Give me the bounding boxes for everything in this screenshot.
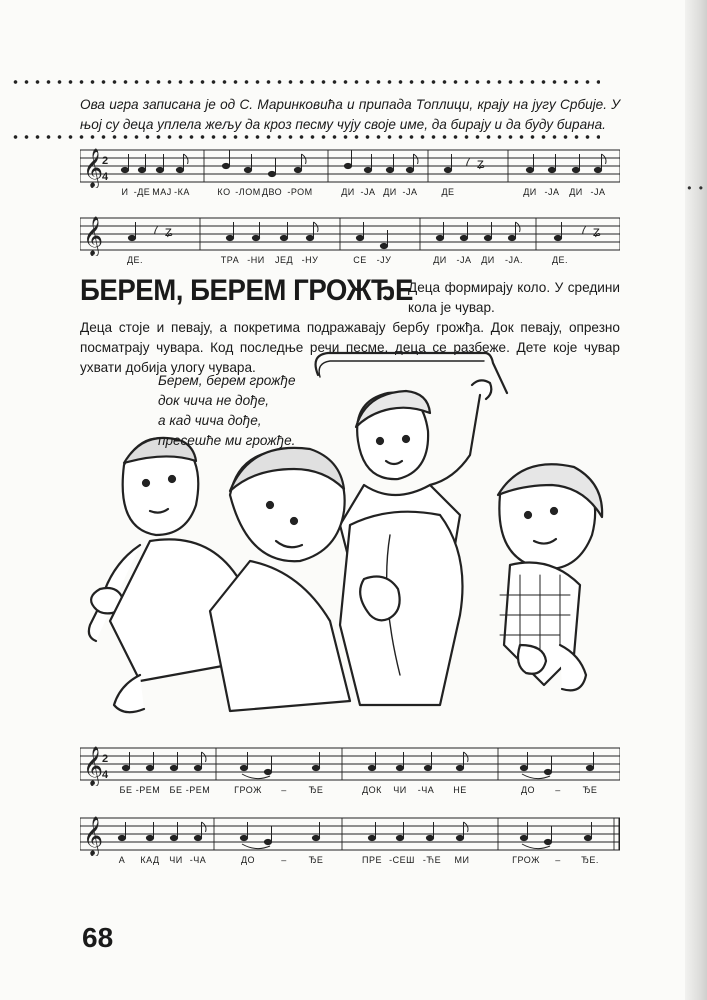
- song2-staff-row2: [80, 814, 620, 856]
- lyric-syllable: -ЈА: [360, 187, 376, 197]
- lyric-syllable: ДЕ.: [551, 255, 569, 265]
- lyric-syllable: ЧИ: [169, 855, 183, 865]
- lyric-syllable: ТРА: [220, 255, 240, 265]
- lyric-syllable: -ЈУ: [376, 255, 392, 265]
- lyric-syllable: -ДЕ: [133, 187, 151, 197]
- lyric-syllable: -ЧА: [189, 855, 207, 865]
- lyric-syllable: -РЕМ: [185, 785, 211, 795]
- lyric-syllable: СЕ: [353, 255, 367, 265]
- lyric-syllable: ГРОЖ: [234, 785, 262, 795]
- margin-dots: • •: [687, 181, 705, 195]
- poem-line: Берем, берем грожђе: [158, 373, 296, 388]
- svg-text:𝄞: 𝄞: [83, 816, 104, 856]
- song1-lyrics-row2: [80, 255, 620, 269]
- poem-line: а кад чича дође,: [158, 413, 262, 428]
- song1-lyrics-row1: [80, 187, 620, 201]
- lyric-syllable: ДО: [520, 785, 536, 795]
- svg-text:𝄞: 𝄞: [83, 746, 104, 786]
- svg-text:ʑ: ʑ: [593, 223, 601, 239]
- lyric-syllable: -ЈА: [456, 255, 472, 265]
- lyric-syllable: -НИ: [247, 255, 265, 265]
- svg-text:2: 2: [102, 753, 109, 765]
- svg-text:𝄞: 𝄞: [83, 148, 104, 188]
- lyric-syllable: МИ: [454, 855, 470, 865]
- lyric-syllable: -ЈА: [402, 187, 418, 197]
- song2-lyrics-row2: [80, 855, 620, 869]
- lyric-syllable: ЂЕ: [582, 785, 598, 795]
- lyric-syllable: ДИ: [383, 187, 397, 197]
- lyric-syllable: ПРЕ: [362, 855, 382, 865]
- lyric-syllable: БЕ: [169, 785, 183, 795]
- svg-text:7: 7: [152, 223, 159, 237]
- lyric-syllable: ДЕ: [441, 187, 455, 197]
- lyric-syllable: -ЈА: [590, 187, 606, 197]
- lyric-syllable: –: [281, 785, 287, 795]
- lyric-syllable: ДВО: [261, 187, 283, 197]
- lyric-syllable: -НУ: [301, 255, 319, 265]
- lyric-syllable: –: [555, 785, 561, 795]
- lyric-syllable: ЧИ: [393, 785, 407, 795]
- lyric-syllable: ДОК: [362, 785, 382, 795]
- lyric-syllable: ДИ: [569, 187, 583, 197]
- svg-text:ʑ: ʑ: [477, 155, 485, 171]
- lyric-syllable: -РЕМ: [135, 785, 161, 795]
- lyric-syllable: КО: [217, 187, 231, 197]
- lyric-syllable: ДИ: [481, 255, 495, 265]
- game-title: БЕРЕМ, БЕРЕМ ГРОЖЂЕ: [80, 274, 413, 307]
- song1-staff-row2: [80, 214, 620, 256]
- game-description: Деца стоје и певају, а покретима подражавају бербу грожђа. Док певају, опрезно посматрају чувара. Код последње речи песме, деца се разбеже. Дете које чувар ухвати добија улогу чувара.: [80, 320, 620, 375]
- song1-staff-row1: [80, 146, 620, 188]
- lyric-syllable: –: [555, 855, 561, 865]
- lyric-syllable: ДИ: [341, 187, 355, 197]
- lyric-syllable: И: [121, 187, 129, 197]
- page-edge: [685, 0, 707, 1000]
- lyric-syllable: -ЛОМ: [235, 187, 261, 197]
- lyric-syllable: КАД: [140, 855, 160, 865]
- lyric-syllable: ЂЕ.: [581, 855, 599, 865]
- lyric-syllable: ГРОЖ: [512, 855, 540, 865]
- lyric-syllable: -КА: [174, 187, 190, 197]
- song2-lyrics-row1: [80, 785, 620, 799]
- lyric-syllable: ДИ: [523, 187, 537, 197]
- dotted-rule-bottom: [10, 134, 600, 140]
- lyric-syllable: ЂЕ: [308, 785, 324, 795]
- lyric-syllable: ДО: [240, 855, 256, 865]
- lyric-syllable: –: [281, 855, 287, 865]
- game-description-start: Деца формирају коло. У средини кола је чувар.: [408, 280, 620, 315]
- song2-staff-row1: [80, 744, 620, 786]
- lyric-syllable: ДЕ.: [126, 255, 144, 265]
- svg-text:4: 4: [102, 171, 109, 183]
- poem-line: док чича не дође,: [158, 393, 270, 408]
- dotted-rule-top: [10, 79, 600, 85]
- lyric-syllable: -РОМ: [287, 187, 313, 197]
- lyric-syllable: ЈЕД: [274, 255, 294, 265]
- poem-line: пресешће ми грожђе.: [158, 433, 296, 448]
- svg-text:4: 4: [102, 769, 109, 781]
- svg-text:2: 2: [102, 155, 109, 167]
- lyric-syllable: -ЈА.: [504, 255, 524, 265]
- svg-text:𝄞: 𝄞: [83, 216, 104, 256]
- game-poem: [158, 371, 296, 451]
- lyric-syllable: МАЈ: [152, 187, 172, 197]
- lyric-syllable: ДИ: [433, 255, 447, 265]
- lyric-syllable: -СЕШ: [389, 855, 415, 865]
- svg-text:7: 7: [464, 155, 471, 169]
- page-number: 68: [82, 922, 114, 953]
- lyric-syllable: -ЈА: [544, 187, 560, 197]
- intro-text: Ова игра записана је од С. Маринковића и припада Топлици, крају на југу Србије. У њој су деца уплела жељу да кроз песму чују своје име, да бирају и да буду бирана.: [80, 97, 620, 132]
- svg-text:ʑ: ʑ: [165, 223, 173, 239]
- lyric-syllable: НЕ: [453, 785, 467, 795]
- svg-text:7: 7: [580, 223, 587, 237]
- lyric-syllable: А: [118, 855, 126, 865]
- lyric-syllable: -ЋЕ: [422, 855, 442, 865]
- lyric-syllable: БЕ: [119, 785, 133, 795]
- lyric-syllable: -ЧА: [417, 785, 435, 795]
- lyric-syllable: ЂЕ: [308, 855, 324, 865]
